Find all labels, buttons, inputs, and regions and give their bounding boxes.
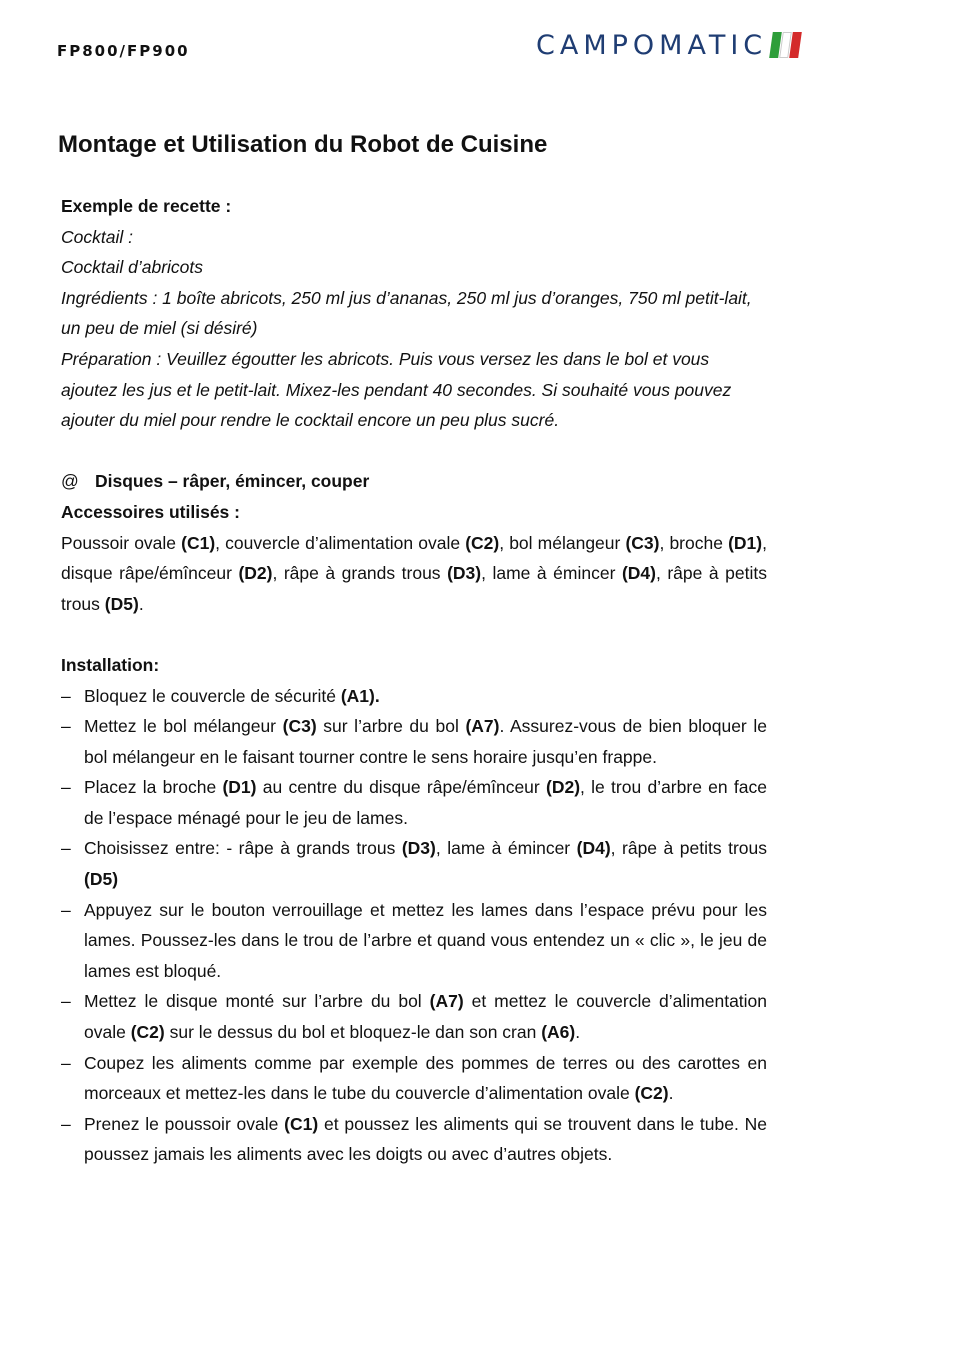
part-code: (A7) xyxy=(465,716,500,737)
accessory-text: , râpe à petits trous xyxy=(61,563,767,614)
part-code: (A6) xyxy=(541,1022,576,1043)
model-number: FP800/FP900 xyxy=(57,42,190,60)
accessory-text: , disque râpe/émînceur xyxy=(61,532,767,584)
recipe-category: Cocktail : xyxy=(61,226,133,247)
accessory-code: (D3) xyxy=(447,563,482,584)
brand-name: CAMPOMATIC xyxy=(536,29,768,61)
page-title: Montage et Utilisation du Robot de Cuisine xyxy=(58,131,548,158)
part-code: (D4) xyxy=(576,838,611,859)
part-code: (A1). xyxy=(340,685,380,706)
part-code: (C2) xyxy=(634,1083,669,1104)
step-text: Placez la broche xyxy=(84,777,223,798)
accessory-text: , râpe à grands trous xyxy=(272,563,448,584)
recipe-ingredients: Ingrédients : 1 boîte abricots, 250 ml jus d’ananas, 250 ml jus d’oranges, 750 ml petit-lait, un peu de miel (si désiré) xyxy=(61,287,752,339)
step-text: et mettez le couvercle d’alimentation ovale xyxy=(84,991,768,1043)
part-code: (C1) xyxy=(284,1113,319,1134)
accessory-code: (C2) xyxy=(465,532,500,553)
accessory-code: (C1) xyxy=(181,532,216,553)
installation-step xyxy=(61,681,767,712)
disques-heading: Disques – râper, émincer, couper xyxy=(95,471,370,492)
brand-logo xyxy=(536,30,801,60)
step-text: . Assurez-vous de bien bloquer le bol mélangeur en le faisant tourner contre le sens horaire jusqu’en frappe. xyxy=(84,716,767,767)
accessories-end: . xyxy=(138,593,144,614)
accessory-code: (D5) xyxy=(104,593,139,614)
at-symbol: @ xyxy=(61,471,79,492)
part-code: (D1) xyxy=(222,777,257,798)
step-text: . xyxy=(668,1083,674,1104)
installation-steps xyxy=(61,681,767,1171)
step-text: et poussez les aliments qui se trouvent dans le tube. Ne poussez jamais les aliments avec les doigts ou avec d’autres objets. xyxy=(84,1113,767,1165)
accessories-list xyxy=(61,528,767,620)
step-text: , râpe à petits trous xyxy=(610,838,767,859)
step-text: sur le dessus du bol et bloquez-le dan son cran xyxy=(164,1022,542,1043)
installation-step xyxy=(61,1109,767,1170)
accessory-text: , bol mélangeur xyxy=(499,532,626,553)
accessories-heading: Accessoires utilisés : xyxy=(61,501,240,522)
installation-step xyxy=(61,1048,767,1109)
step-text: au centre du disque râpe/émînceur xyxy=(256,777,546,798)
flag-stripe-red xyxy=(789,32,802,58)
installation-step xyxy=(61,986,767,1047)
recipe-name: Cocktail d’abricots xyxy=(61,257,203,278)
document-body xyxy=(61,191,767,1170)
step-text: Prenez le poussoir ovale xyxy=(84,1113,285,1134)
recipe-preparation: Préparation : Veuillez égoutter les abricots. Puis vous versez les dans le bol et vous ajoutez les jus et le petit-lait. Mixez-les pendant 40 secondes. Si souhaité vous pouvez ajouter du miel pour rendre le cocktail encore un peu plus sucré. xyxy=(61,348,732,431)
installation-step xyxy=(61,895,767,987)
part-code: (D3) xyxy=(401,838,436,859)
accessory-text: , lame à émincer xyxy=(481,563,622,584)
step-text: , lame à émincer xyxy=(435,838,577,859)
installation-step xyxy=(61,711,767,772)
step-text: sur l’arbre du bol xyxy=(316,716,466,737)
accessory-text: Poussoir ovale xyxy=(61,532,182,553)
installation-heading: Installation: xyxy=(61,654,160,675)
accessory-code: (D1) xyxy=(728,532,763,553)
accessory-text: , couvercle d’alimentation ovale xyxy=(215,532,466,553)
step-text: Mettez le disque monté sur l’arbre du bol xyxy=(84,991,430,1012)
step-text: Mettez le bol mélangeur xyxy=(84,716,283,737)
installation-step xyxy=(61,833,767,894)
step-text: Coupez les aliments comme par exemple des pommes de terres ou des carottes en morceaux et mettez-les dans le tube du couvercle d’alimentation ovale xyxy=(84,1052,767,1104)
step-text: . xyxy=(575,1022,581,1043)
part-code: (D2) xyxy=(546,777,581,798)
installation-step xyxy=(61,772,767,833)
step-text: Choisissez entre: - râpe à grands trous xyxy=(84,838,402,859)
step-text: , le trou d’arbre en face de l’espace ménagé pour le jeu de lames. xyxy=(84,777,767,828)
recipe-heading: Exemple de recette : xyxy=(61,196,232,216)
part-code: (C2) xyxy=(130,1022,165,1043)
italian-flag-icon xyxy=(771,32,801,58)
accessory-code: (C3) xyxy=(625,532,660,553)
accessory-code: (D2) xyxy=(238,563,273,584)
disques-heading-row xyxy=(61,466,767,497)
step-text: Appuyez sur le bouton verrouillage et mettez les lames dans l’espace prévu pour les lames. Poussez-les dans le trou de l’arbre et quand vous entendez un « clic », le jeu de lames est bloqué. xyxy=(84,899,767,981)
accessory-text: , broche xyxy=(659,532,729,553)
part-code: (C3) xyxy=(282,716,317,737)
step-text: Bloquez le couvercle de sécurité xyxy=(84,685,341,706)
part-code: (D5) xyxy=(84,869,119,890)
accessory-code: (D4) xyxy=(621,563,656,584)
part-code: (A7) xyxy=(429,991,464,1012)
